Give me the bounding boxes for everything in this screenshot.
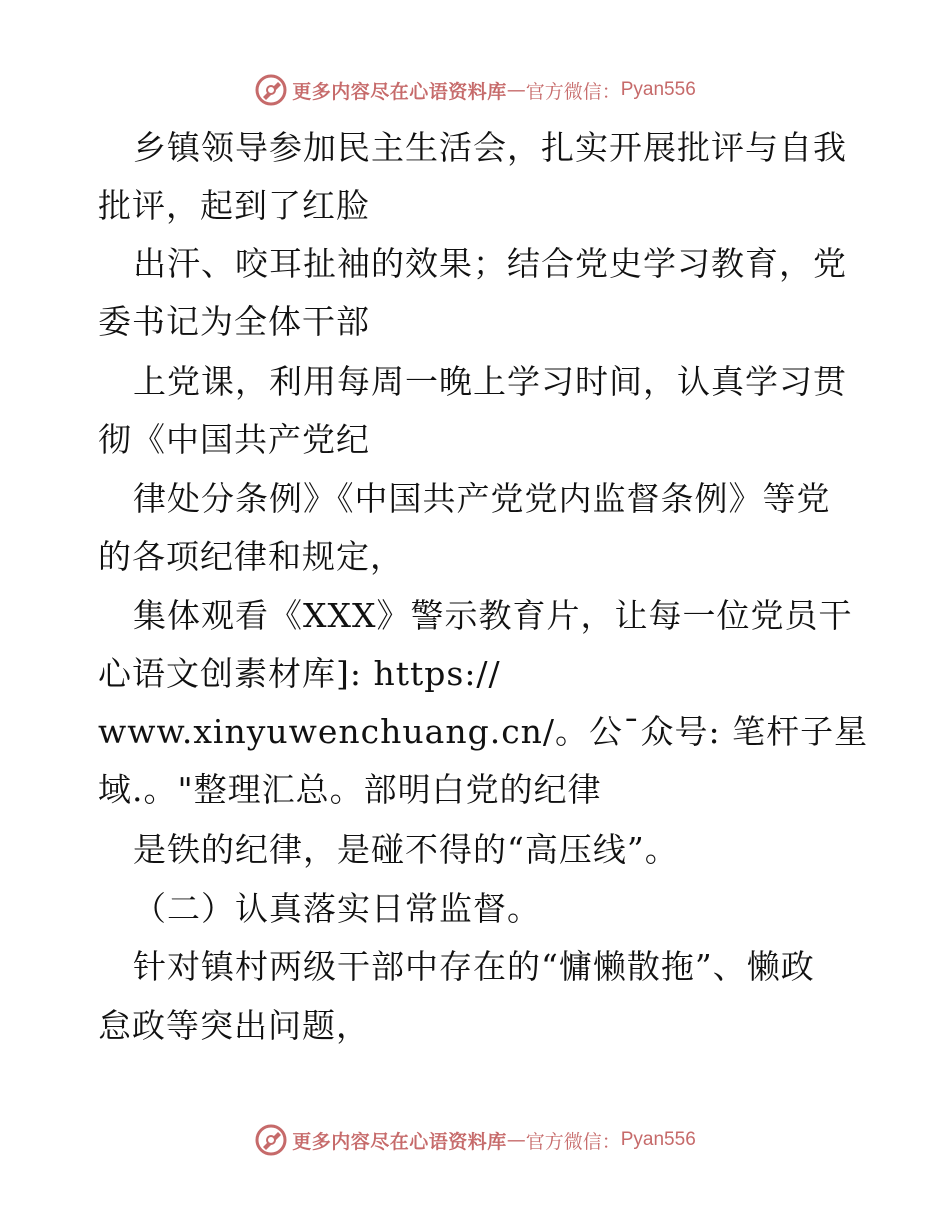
body-line: 委书记为全体干部 bbox=[98, 302, 370, 341]
body-line: 乡镇领导参加民主生活会，扎实开展批评与自我 bbox=[133, 128, 847, 167]
body-line: 律处分条例》《中国共产党党内监督条例》等党 bbox=[133, 479, 831, 518]
watermark-account: Pyan556 bbox=[620, 79, 696, 100]
body-line: 的各项纪律和规定， bbox=[98, 537, 404, 576]
body-line: 上党课，利用每周一晚上学习时间，认真学习贯 bbox=[133, 362, 847, 401]
body-line: 集体观看《XXX》警示教育片，让每一位党员干 bbox=[133, 596, 853, 635]
body-line: 是铁的纪律，是碰不得的“高压线”。 bbox=[133, 830, 679, 869]
footer-watermark bbox=[0, 1120, 950, 1160]
seal-logo-icon bbox=[254, 1123, 288, 1157]
body-line: 域.。"整理汇总。部明白党的纪律 bbox=[98, 770, 602, 809]
body-line: 彻《中国共产党纪 bbox=[98, 420, 370, 459]
watermark-dash: — bbox=[506, 1129, 526, 1151]
header-watermark bbox=[0, 70, 950, 110]
body-line: 出汗、咬耳扯袖的效果；结合党史学习教育，党 bbox=[133, 244, 847, 283]
body-line: 批评，起到了红脸 bbox=[98, 186, 370, 225]
watermark-account: Pyan556 bbox=[620, 1129, 696, 1150]
watermark-dash: — bbox=[506, 79, 526, 101]
watermark-label: 官方微信： bbox=[525, 80, 621, 103]
body-line: 怠政等突出问题， bbox=[98, 1006, 370, 1045]
body-line: 针对镇村两级干部中存在的“慵懒散拖”、懒政 bbox=[133, 947, 815, 986]
body-line: www.xinyuwenchuang.cn/。公¯众号: 笔杆子星 bbox=[98, 712, 869, 751]
watermark-brand: 更多内容尽在心语资料库 bbox=[292, 80, 507, 103]
watermark-label: 官方微信： bbox=[525, 1130, 621, 1153]
watermark-brand: 更多内容尽在心语资料库 bbox=[292, 1130, 507, 1153]
body-line: 心语文创素材库]: https:// bbox=[98, 654, 501, 693]
seal-logo-icon bbox=[254, 73, 288, 107]
section-heading: （二）认真落实日常监督。 bbox=[133, 889, 541, 928]
